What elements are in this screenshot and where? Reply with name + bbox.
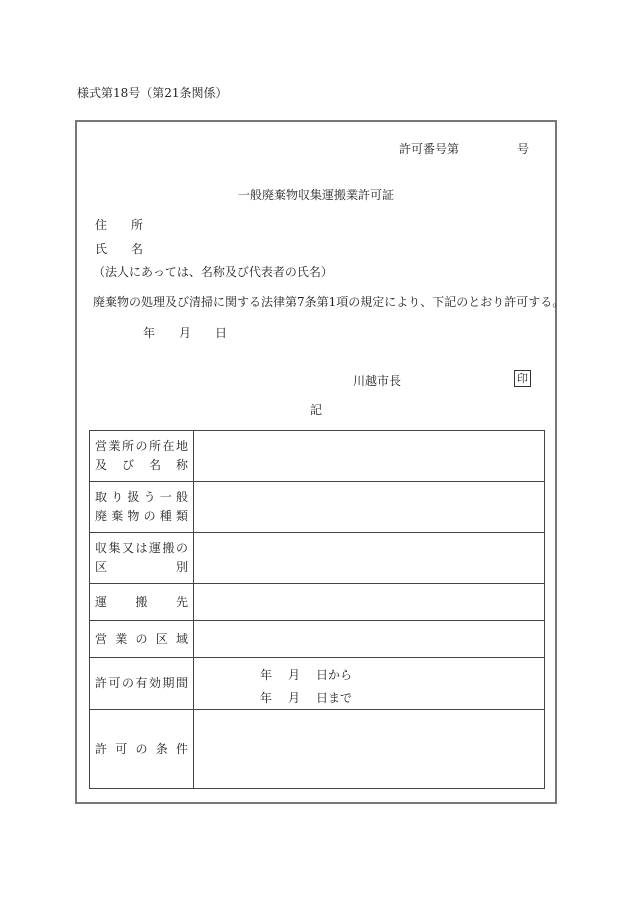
conditions-label: 許可の条件 <box>90 710 194 789</box>
table-row <box>90 621 545 658</box>
destination-label: 運搬先 <box>90 584 194 621</box>
permit-number-suffix: 号 <box>517 142 530 156</box>
details-table <box>89 430 545 789</box>
issue-date <box>143 324 251 341</box>
conditions-value[interactable] <box>194 710 545 789</box>
table-row <box>90 482 545 533</box>
type-value[interactable] <box>194 533 545 584</box>
permit-number <box>399 140 529 157</box>
waste-label: 取り扱う一般 廃棄物の種類 <box>90 482 194 533</box>
table-row <box>90 710 545 789</box>
area-label: 営業の区域 <box>90 621 194 658</box>
document-title: 一般廃棄物収集運搬業許可証 <box>237 188 394 202</box>
area-value[interactable] <box>194 621 545 658</box>
corporate-note: （法人にあっては、名称及び代表者の氏名） <box>93 265 333 279</box>
permit-frame <box>75 120 565 804</box>
date-month: 月 <box>179 326 192 340</box>
seal-icon: 印 <box>514 370 531 387</box>
name-label: 氏 名 <box>95 242 144 256</box>
table-row <box>90 658 545 710</box>
table-row <box>90 584 545 621</box>
date-year: 年 <box>143 326 156 340</box>
period-label: 許可の有効期間 <box>90 658 194 710</box>
permit-number-prefix: 許可番号第 <box>399 142 460 156</box>
period-value <box>194 658 545 710</box>
address-label: 住 所 <box>95 218 144 232</box>
issuer: 川越市長 <box>353 374 402 388</box>
period-from: 年 月 日から <box>260 667 353 682</box>
type-label: 収集又は運搬の 区別 <box>90 533 194 584</box>
office-value[interactable] <box>194 431 545 482</box>
waste-value[interactable] <box>194 482 545 533</box>
table-row <box>90 431 545 482</box>
form-id: 様式第18号（第21条関係） <box>77 86 228 100</box>
ki-heading: 記 <box>309 403 322 417</box>
period-to: 年 月 日まで <box>260 690 353 705</box>
office-label: 営業所の所在地 及び名称 <box>90 431 194 482</box>
permit-statement: 廃棄物の処理及び清掃に関する法律第7条第1項の規定により、下記のとおり許可する。 <box>93 295 565 309</box>
destination-value[interactable] <box>194 584 545 621</box>
date-day: 日 <box>215 326 228 340</box>
table-row <box>90 533 545 584</box>
